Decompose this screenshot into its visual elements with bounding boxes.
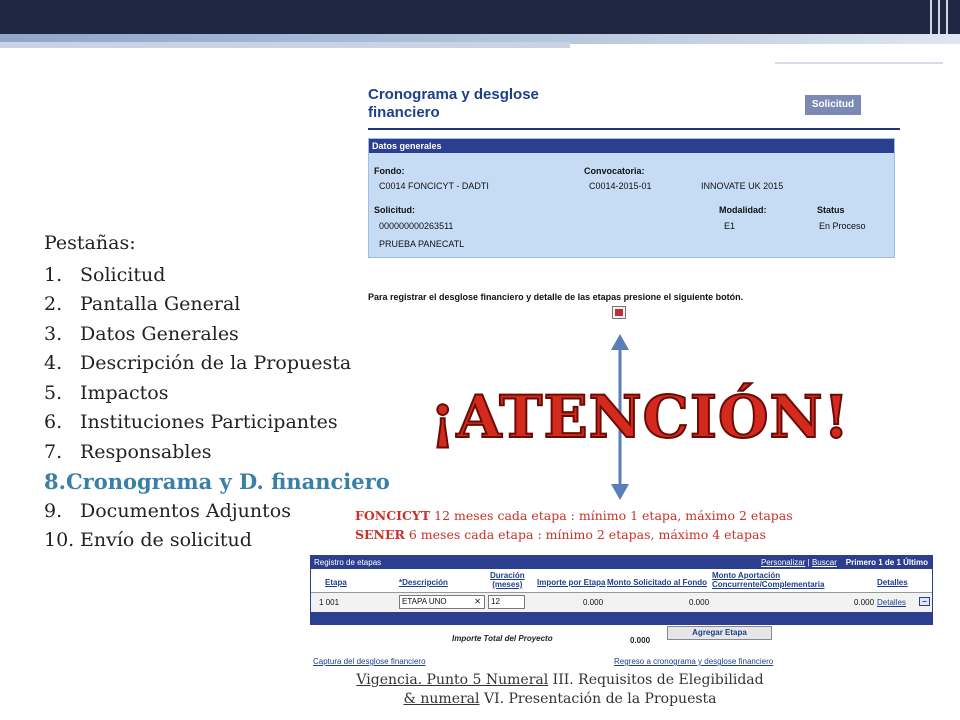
tab-number: 8. — [44, 468, 66, 494]
tab-number: 6. — [44, 411, 63, 434]
regreso-link[interactable]: Regreso a cronograma y desglose financiero — [614, 657, 774, 666]
tab-item-responsables — [44, 437, 384, 467]
clear-icon[interactable]: ✕ — [474, 597, 481, 606]
screen-title-line: Cronograma y desglose — [368, 86, 539, 103]
footer-text: III. Requisitos de Elegibilidad — [548, 672, 764, 688]
tab-label: Solicitud — [80, 263, 166, 286]
col-importe[interactable]: Importe por Etapa — [537, 578, 606, 587]
title-rule — [368, 128, 900, 130]
descripcion-value: ETAPA UNO — [402, 597, 447, 606]
tabs-heading: Pestañas: — [44, 232, 136, 254]
tab-item-datos-generales — [44, 319, 384, 349]
note-sener — [355, 525, 793, 544]
note-org: SENER — [355, 527, 405, 542]
datos-generales-header: Datos generales — [369, 139, 894, 153]
banner-divider — [946, 0, 948, 34]
descripcion-input[interactable] — [399, 595, 485, 609]
convocatoria-code: C0014-2015-01 — [589, 181, 652, 191]
solicitud-value: 000000000263511 — [379, 221, 454, 231]
fondo-value: C0014 FONCICYT - DADTI — [379, 181, 489, 191]
tab-number: 2. — [44, 293, 63, 316]
grid-pager[interactable]: Primero 1 de 1 Último — [845, 558, 928, 567]
col-duracion-line: Duración — [490, 571, 525, 580]
agregar-etapa-button[interactable]: Agregar Etapa — [667, 626, 772, 640]
tab-label: Instituciones Participantes — [80, 411, 338, 434]
tab-item-instituciones — [44, 408, 384, 438]
table-row — [311, 593, 932, 613]
row-importe: 0.000 — [583, 598, 604, 607]
registro-header — [311, 556, 932, 569]
note-foncicyt — [355, 506, 793, 525]
status-label: Status — [817, 205, 845, 215]
col-descripcion[interactable]: *Descripción — [399, 578, 448, 587]
banner-divider — [930, 0, 932, 34]
registro-title: Registro de etapas — [314, 558, 382, 567]
tabs-list — [44, 232, 390, 555]
tab-label: Pantalla General — [80, 293, 241, 316]
solicitud-label: Solicitud: — [374, 205, 415, 215]
banner-strip — [0, 42, 570, 48]
solicitud-button[interactable]: Solicitud — [805, 95, 861, 115]
modalidad-value: E1 — [724, 221, 736, 231]
tab-number: 4. — [44, 352, 63, 375]
footer-underlined: & numeral — [403, 691, 480, 707]
col-monto-fondo[interactable]: Monto Solicitado al Fondo — [607, 578, 707, 587]
duracion-input[interactable]: 12 — [488, 595, 525, 609]
footer-underlined: Vigencia. Punto 5 Numeral — [356, 672, 549, 688]
tab-label: Datos Generales — [80, 322, 239, 345]
note-org: FONCICYT — [355, 508, 431, 523]
tab-item-documentos — [44, 496, 384, 526]
screen-title — [368, 86, 608, 122]
total-label: Importe Total del Proyecto — [452, 634, 553, 643]
row-etapa: 1 001 — [319, 598, 340, 607]
tab-number: 10. — [44, 529, 75, 552]
tab-number: 9. — [44, 499, 63, 522]
tab-item-solicitud — [44, 260, 384, 290]
accent-line — [570, 50, 888, 52]
row-monto-aportacion: 0.000 — [854, 598, 875, 607]
col-duracion-line: (meses) — [492, 580, 523, 589]
tab-number: 3. — [44, 322, 63, 345]
tab-label: Responsables — [80, 440, 212, 463]
duration-notes — [355, 506, 793, 544]
footer-line — [300, 671, 820, 690]
col-duracion[interactable] — [490, 571, 525, 589]
tab-item-envio — [44, 526, 384, 556]
total-value: 0.000 — [630, 636, 651, 645]
captura-link[interactable]: Captura del desglose financiero — [313, 657, 426, 666]
remove-row-icon[interactable]: − — [919, 597, 930, 606]
registro-icon[interactable] — [612, 306, 626, 319]
datos-generales-panel — [368, 138, 895, 258]
tab-item-pantalla-general — [44, 290, 384, 320]
row-monto-fondo: 0.000 — [689, 598, 710, 607]
note-text: 6 meses cada etapa : mínimo 2 etapas, máximo 4 etapas — [404, 527, 766, 542]
convocatoria-label: Convocatoria: — [584, 166, 645, 176]
col-detalles[interactable]: Detalles — [877, 578, 908, 587]
grid-controls: Personalizar | Buscar Primero 1 de 1 Último — [760, 558, 928, 567]
registro-footer-bar — [311, 612, 932, 624]
tab-label: Documentos Adjuntos — [80, 499, 291, 522]
tab-label: Impactos — [80, 381, 169, 404]
proyecto-value: PRUEBA PANECATL — [379, 239, 465, 249]
tab-label: Cronograma y D. financiero — [65, 468, 390, 494]
footer-reference — [300, 671, 820, 709]
tab-number: 5. — [44, 381, 63, 404]
screen-title-line: financiero — [368, 104, 440, 121]
tab-item-descripcion — [44, 349, 384, 379]
tab-item-cronograma — [44, 467, 390, 497]
column-headers — [311, 569, 932, 593]
fondo-label: Fondo: — [374, 166, 405, 176]
accent-line — [775, 62, 943, 64]
personalizar-link[interactable]: Personalizar — [760, 558, 806, 567]
attention-heading: ¡ATENCIÓN! — [430, 383, 850, 451]
note-text: 12 meses cada etapa : mínimo 1 etapa, máximo 2 etapas — [430, 508, 793, 523]
tab-item-impactos — [44, 378, 384, 408]
tab-number: 7. — [44, 440, 63, 463]
convocatoria-name: INNOVATE UK 2015 — [701, 181, 784, 191]
tab-label: Envío de solicitud — [80, 529, 252, 552]
footer-text: VI. Presentación de la Propuesta — [479, 691, 717, 707]
top-banner — [0, 0, 960, 34]
buscar-link[interactable]: Buscar — [811, 558, 837, 567]
tab-label: Descripción de la Propuesta — [80, 352, 352, 375]
banner-divider — [938, 0, 940, 34]
registro-etapas-grid — [310, 555, 933, 625]
col-etapa[interactable]: Etapa — [325, 578, 347, 587]
instruction-text: Para registrar el desglose financiero y detalle de las etapas presione el siguiente botón. — [368, 292, 744, 302]
col-monto-line: Concurrente/Complementaria — [712, 580, 825, 589]
status-value: En Proceso — [819, 221, 866, 231]
footer-line — [300, 690, 820, 709]
tab-number: 1. — [44, 263, 63, 286]
detalles-link[interactable]: Detalles — [877, 598, 906, 607]
col-monto-aportacion[interactable] — [712, 571, 824, 589]
modalidad-label: Modalidad: — [719, 205, 767, 215]
col-monto-line: Monto Aportación — [712, 571, 781, 580]
